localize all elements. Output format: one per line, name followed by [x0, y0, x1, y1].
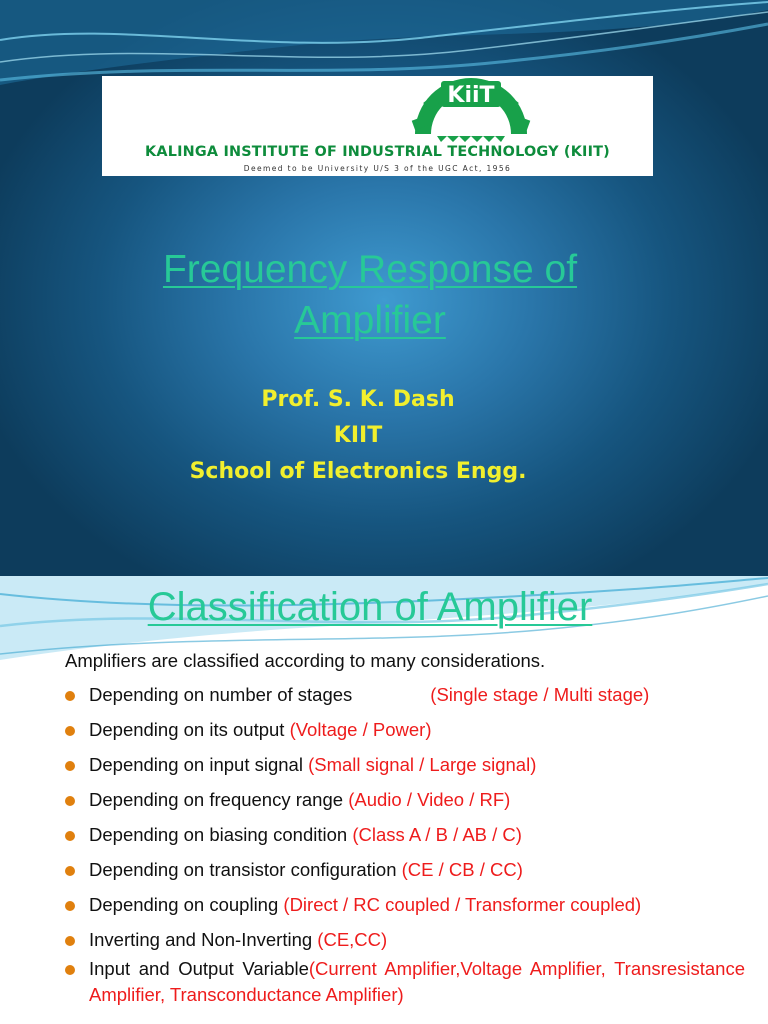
author-block: [0, 382, 716, 490]
bullet-icon: [65, 936, 75, 946]
kiit-logo: [102, 76, 653, 176]
item-text: Input and Output Variable: [89, 958, 309, 979]
item-detail: (Class A / B / AB / C): [352, 824, 522, 845]
list-item: [65, 857, 745, 892]
item-text: Depending on transistor configuration: [89, 859, 402, 880]
item-text: Depending on biasing condition: [89, 824, 353, 845]
bullet-icon: [65, 761, 75, 771]
author-name: Prof. S. K. Dash: [261, 387, 455, 412]
slide-title: Classification of Amplifier: [147, 585, 593, 629]
item-detail: (Audio / Video / RF): [348, 789, 511, 810]
bullet-icon: [65, 796, 75, 806]
list-item: [65, 682, 745, 717]
item-text: Depending on frequency range: [89, 789, 349, 810]
item-detail: (Single stage / Multi stage): [430, 684, 650, 705]
institute-subtitle: Deemed to be University U/S 3 of the UGC Act, 1956: [243, 164, 512, 173]
list-item: [65, 717, 745, 752]
list-item: [65, 892, 745, 927]
logo-mark-text: KiiT: [447, 83, 495, 108]
item-text: Depending on its output: [89, 719, 290, 740]
item-detail: (Voltage / Power): [289, 719, 432, 740]
list-item-last: [65, 956, 745, 1008]
item-text: Inverting and Non-Inverting: [89, 929, 318, 950]
bullet-icon: [65, 831, 75, 841]
title-line-1: Frequency Response of: [162, 248, 578, 291]
item-detail: (CE,CC): [317, 929, 388, 950]
title-line-2: Amplifier: [294, 299, 446, 342]
list-item: [65, 752, 745, 787]
classification-list: [65, 682, 745, 962]
author-institution: KIIT: [333, 423, 383, 448]
gear-logo-icon: [407, 78, 535, 142]
author-department: School of Electronics Engg.: [189, 459, 527, 484]
item-text: Depending on coupling: [89, 894, 284, 915]
bullet-icon: [65, 965, 75, 975]
classification-slide: [0, 576, 768, 1024]
list-item: [65, 787, 745, 822]
bullet-icon: [65, 901, 75, 911]
bullet-icon: [65, 866, 75, 876]
item-detail: (CE / CB / CC): [401, 859, 523, 880]
institute-name: KALINGA INSTITUTE OF INDUSTRIAL TECHNOLOGY (KIIT): [145, 144, 610, 160]
item-detail: (Direct / RC coupled / Transformer coupled): [283, 894, 642, 915]
item-text: Depending on input signal: [89, 754, 309, 775]
intro-text: Amplifiers are classified according to many considerations.: [65, 650, 546, 671]
item-text: Depending on number of stages: [89, 684, 353, 705]
item-detail: (Small signal / Large signal): [308, 754, 537, 775]
list-item: [65, 822, 745, 857]
bullet-icon: [65, 691, 75, 701]
item-detail: (Current Amplifier,Voltage Amplifier, Transresistance Amplifier, Transconductance Amplifier): [89, 958, 745, 1005]
presentation-title: [60, 244, 680, 346]
bullet-icon: [65, 726, 75, 736]
